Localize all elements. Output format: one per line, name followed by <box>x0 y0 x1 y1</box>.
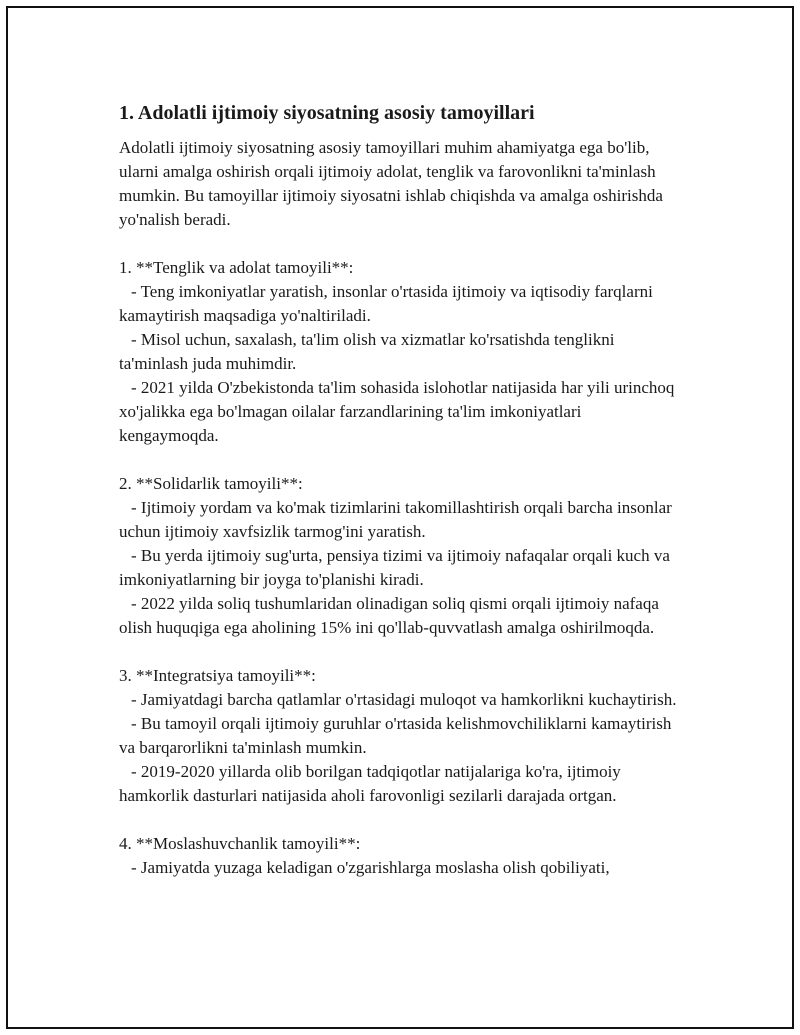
bullet-text: - Teng imkoniyatlar yaratish, insonlar o'rtasida ijtimoiy va iqtisodiy farqlarni kamaytirish maqsadiga yo'naltiriladi. <box>119 282 653 325</box>
bullet-text: - Bu tamoyil orqali ijtimoiy guruhlar o'rtasida kelishmovchiliklarni kamaytirish va barqarorlikni ta'minlash mumkin. <box>119 714 672 757</box>
section-bullet <box>119 688 679 712</box>
intro-paragraph: Adolatli ijtimoiy siyosatning asosiy tamoyillari muhim ahamiyatga ega bo'lib, ularni amalga oshirish orqali ijtimoiy adolat, tenglik va farovonlikni ta'minlash mumkin. Bu tamoyillar ijtimoiy siyosatni ishlab chiqishda va amalga oshirishda yo'nalish beradi. <box>119 138 663 229</box>
section-bullet <box>119 712 679 760</box>
section-integratsiya <box>119 664 679 808</box>
section-bullet <box>119 592 679 640</box>
section-heading: 3. **Integratsiya tamoyili**: <box>119 666 316 685</box>
page-frame <box>6 6 794 1029</box>
bullet-text: - Jamiyatda yuzaga keladigan o'zgarishlarga moslasha olish qobiliyati, <box>131 858 610 877</box>
section-heading: 1. **Tenglik va adolat tamoyili**: <box>119 258 354 277</box>
section-bullet <box>119 376 679 448</box>
bullet-text: - Bu yerda ijtimoiy sug'urta, pensiya tizimi va ijtimoiy nafaqalar orqali kuch va imkoniyatlarning bir joyga to'planishi kiradi. <box>119 546 670 589</box>
bullet-text: - 2021 yilda O'zbekistonda ta'lim sohasida islohotlar natijasida har yili urinchoq xo'jalikka ega bo'lmagan oilalar farzandlarining ta'lim imkoniyatlari kengaymoqda. <box>119 378 675 445</box>
section-moslashuvchanlik <box>119 832 679 880</box>
bullet-text: - Misol uchun, saxalash, ta'lim olish va xizmatlar ko'rsatishda tenglikni ta'minlash juda muhimdir. <box>119 330 615 373</box>
bullet-text: - Ijtimoiy yordam va ko'mak tizimlarini takomillashtirish orqali barcha insonlar uchun ijtimoiy xavfsizlik tarmog'ini yaratish. <box>119 498 672 541</box>
section-heading: 2. **Solidarlik tamoyili**: <box>119 474 303 493</box>
section-bullet <box>119 328 679 376</box>
section-bullet <box>119 856 679 880</box>
bullet-text: - Jamiyatdagi barcha qatlamlar o'rtasidagi muloqot va hamkorlikni kuchaytirish. <box>131 690 677 709</box>
document-title: 1. Adolatli ijtimoiy siyosatning asosiy tamoyillari <box>119 102 535 124</box>
section-heading: 4. **Moslashuvchanlik tamoyili**: <box>119 834 361 853</box>
bullet-text: - 2019-2020 yillarda olib borilgan tadqiqotlar natijalariga ko'ra, ijtimoiy hamkorlik dasturlari natijasida aholi farovonligi sezilarli darajada ortgan. <box>119 762 621 805</box>
bullet-text: - 2022 yilda soliq tushumlaridan olinadigan soliq qismi orqali ijtimoiy nafaqa olish huquqiga ega aholining 15% ini qo'llab-quvvatlash amalga oshirilmoqda. <box>119 594 659 637</box>
document-body <box>119 100 679 880</box>
section-bullet <box>119 544 679 592</box>
section-bullet <box>119 760 679 808</box>
section-tenglik <box>119 256 679 448</box>
section-bullet <box>119 496 679 544</box>
section-solidarlik <box>119 472 679 640</box>
section-bullet <box>119 280 679 328</box>
